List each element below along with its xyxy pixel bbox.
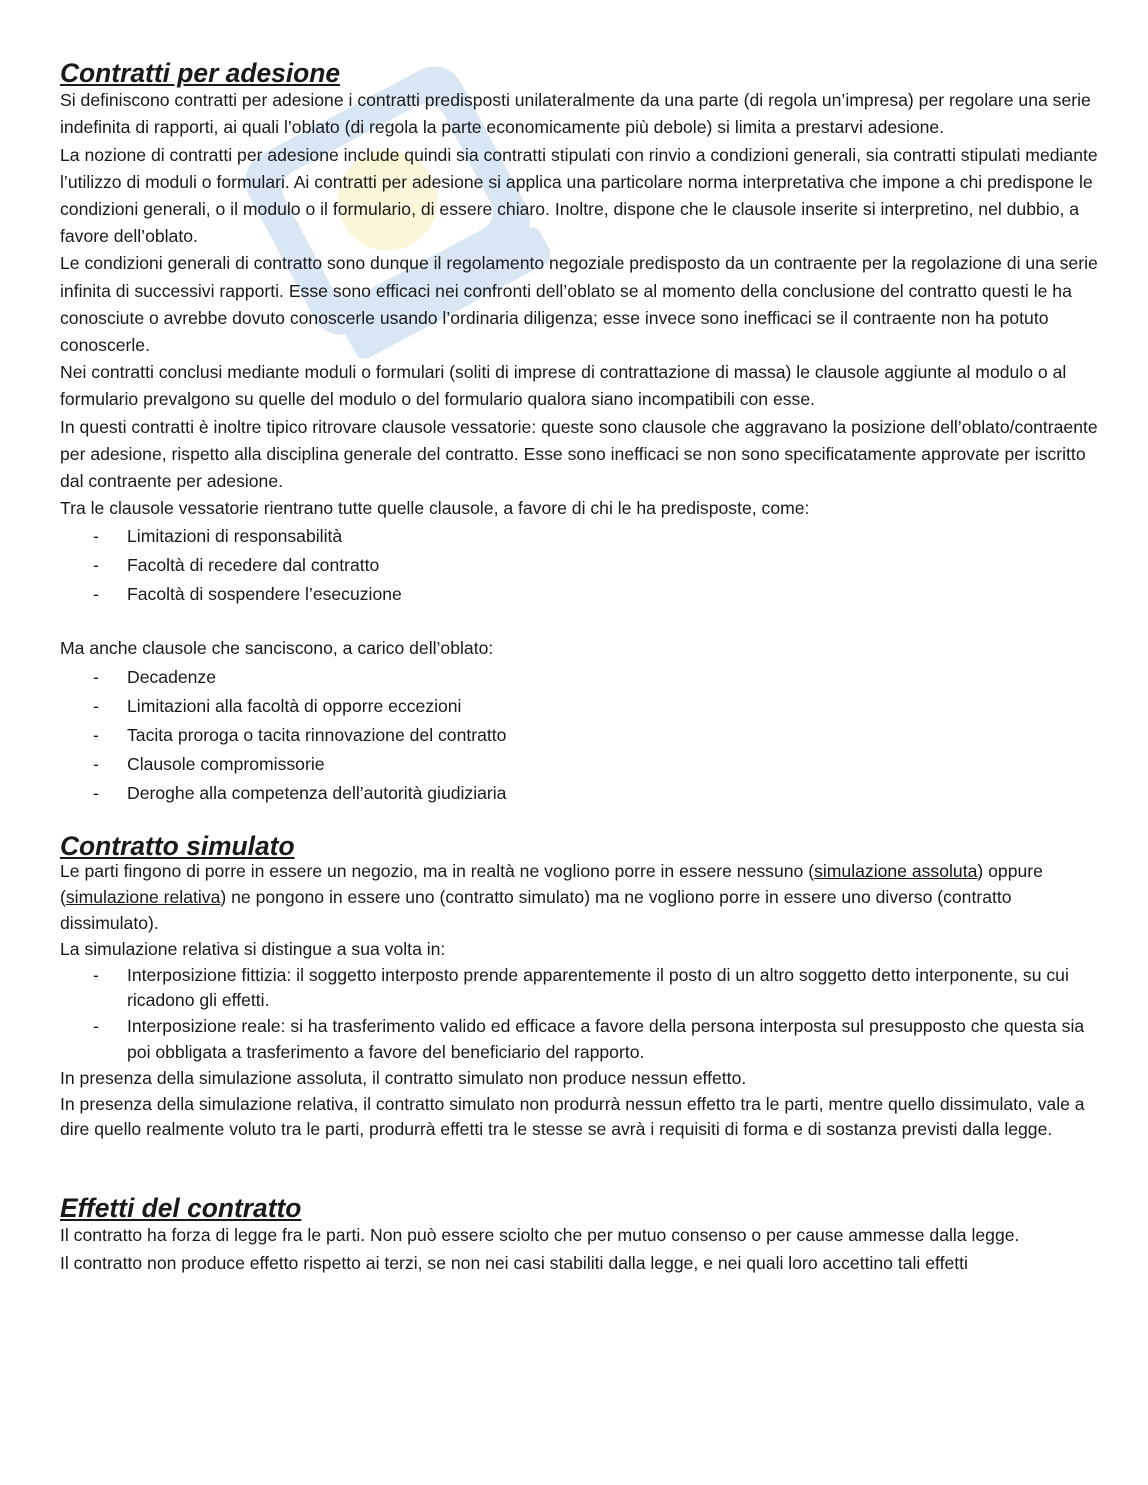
list-item: - Limitazioni di responsabilità [60,522,1100,551]
list-item: - Limitazioni alla facoltà di opporre eccezioni [60,692,1100,721]
paragraph: In presenza della simulazione relativa, il contratto simulato non produrrà nessun effetto tra le parti, mentre quello dissimulato, vale a dire quello realmente voluto tra le parti, produrrà effetti tra le stesse se avrà i requisiti di forma e di sostanza previsti dalla legge. [60,1093,1085,1140]
section-title: Contratti per adesione [60,58,341,88]
text-run: ) oppure ( [60,861,1043,908]
list-item: - Interposizione fittizia: il soggetto interposto prende apparentemente il posto di un altro soggetto detto interponente, su cui ricadono gli effetti. [60,963,1100,1015]
paragraph: In questi contratti è inoltre tipico ritrovare clausole vessatorie: queste sono clausole che aggravano la posizione dell’oblato/contraente per adesione, rispetto alla disciplina generale del contratto. Esse sono inefficaci se non sono specificatamente approvate per iscritto dal contraente per adesione. [60,416,1098,492]
spacer [60,808,1100,834]
paragraph: Il contratto non produce effetto rispetto ai terzi, se non nei casi stabiliti dalla legge, e nei quali loro accettino tali effetti [60,1252,968,1273]
section-contratti-per-adesione [60,60,1100,808]
paragraph [60,859,1100,936]
text-run: ) ne pongono in essere uno (contratto simulato) ma ne vogliono porre in essere uno diverso (contratto dissimulato). [60,887,1012,934]
paragraph: La simulazione relativa si distingue a sua volta in: [60,938,446,959]
section-title: Effetti del contratto [60,1193,302,1224]
section-effetti-del-contratto [60,1195,1100,1277]
paragraph: Si definiscono contratti per adesione i contratti predisposti unilateralmente da una parte (di regola un’impresa) per regolare una serie indefinita di rapporti, ai quali l’oblato (di regola la parte economicamente più debole) si limita a prestarvi adesione. [60,90,1091,138]
paragraph: Le condizioni generali di contratto sono dunque il regolamento negoziale predisposto da un contraente per la regolazione di una serie infinita di successivi rapporti. Esse sono efficaci nei confronti dell’oblato se al momento della conclusione del contratto questi le ha conosciute o avrebbe dovuto conoscerle usando l’ordinaria diligenza; esse invece sono inefficaci se il contraente non ha potuto conoscerle. [60,253,1098,356]
list-item: - Clausole compromissorie [60,750,1100,779]
spacer [60,609,1100,635]
spacer [60,1143,1100,1195]
text-run: Le parti fingono di porre in essere un negozio, ma in realtà ne vogliono porre in essere nessuno ( [60,861,815,882]
bullet-list [60,663,1100,808]
list-item: - Tacita proroga o tacita rinnovazione del contratto [60,721,1100,750]
list-item: - Deroghe alla competenza dell’autorità giudiziaria [60,779,1100,808]
paragraph: Il contratto ha forza di legge fra le parti. Non può essere sciolto che per mutuo consenso o per cause ammesse dalla legge. [60,1225,1020,1246]
section-title: Contratto simulato [60,830,295,861]
underlined-term: simulazione assoluta [814,861,978,882]
paragraph: Ma anche clausole che sanciscono, a carico dell’oblato: [60,638,494,659]
bullet-list [60,963,1100,1066]
document-page [60,60,1100,1277]
paragraph: La nozione di contratti per adesione include quindi sia contratti stipulati con rinvio a condizioni generali, sia contratti stipulati mediante l’utilizzo di moduli o formulari. Ai contratti per adesione si applica una particolare norma interpretativa che impone a chi predispone le condizioni generali, o il modulo o il formulario, di essere chiaro. Inoltre, dispone che le clausole inserite si interpretino, nel dubbio, a favore dell’oblato. [60,144,1098,247]
underlined-term: simulazione relativa [65,887,221,908]
bullet-list [60,522,1100,609]
paragraph: Nei contratti conclusi mediante moduli o formulari (soliti di imprese di contrattazione di massa) le clausole aggiunte al modulo o al formulario prevalgono su quelle del modulo o del formulario qualora siano incompatibili con esse. [60,362,1067,410]
list-item: - Decadenze [60,663,1100,692]
list-item: - Facoltà di sospendere l’esecuzione [60,580,1100,609]
list-item: - Interposizione reale: si ha trasferimento valido ed efficace a favore della persona interposta sul presupposto che questa sia poi obbligata a trasferimento a favore del beneficiario del rapporto. [60,1014,1100,1066]
paragraph: In presenza della simulazione assoluta, il contratto simulato non produce nessun effetto. [60,1067,747,1088]
paragraph: Tra le clausole vessatorie rientrano tutte quelle clausole, a favore di chi le ha predisposte, come: [60,498,810,519]
list-item: - Facoltà di recedere dal contratto [60,551,1100,580]
section-contratto-simulato [60,830,1100,1144]
